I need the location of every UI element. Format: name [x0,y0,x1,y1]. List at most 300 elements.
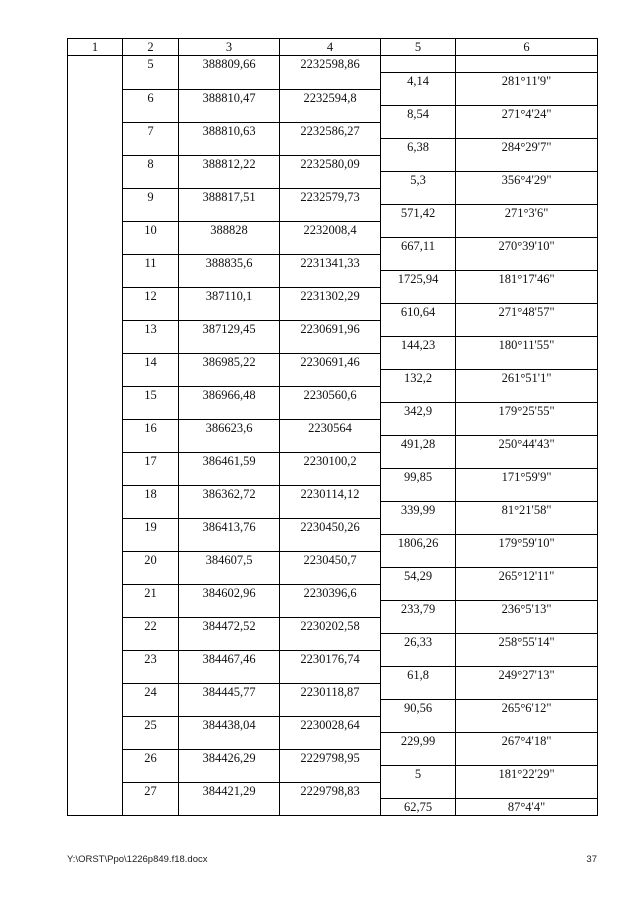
empty-cell [68,749,123,766]
empty-cell [123,535,179,552]
empty-cell [456,518,598,535]
empty-cell [280,139,381,156]
empty-cell [179,733,280,750]
direction-angle: 284°29'7" [456,139,598,156]
point-row [68,221,598,238]
empty-cell [456,452,598,469]
empty-cell [280,403,381,420]
empty-cell [68,766,123,783]
empty-cell [179,700,280,717]
segment-length: 99,85 [381,469,456,486]
direction-angle: 265°6'12" [456,700,598,717]
empty-cell [123,502,179,519]
coordinate-y: 2230450,26 [280,518,381,535]
direction-angle: 81°21'58" [456,502,598,519]
empty-cell [68,436,123,453]
empty-cell [179,634,280,651]
coordinate-x: 386362,72 [179,485,280,502]
empty-cell [456,89,598,106]
empty-cell [381,353,456,370]
empty-cell [68,320,123,337]
point-number: 12 [123,287,179,304]
empty-cell [456,782,598,799]
coordinate-y: 2230560,6 [280,386,381,403]
coordinate-y: 2232594,8 [280,89,381,106]
direction-angle: 265°12'11" [456,568,598,585]
coordinate-x: 386413,76 [179,518,280,535]
empty-cell [68,716,123,733]
empty-cell [280,469,381,486]
empty-cell [381,551,456,568]
coordinate-y: 2230100,2 [280,452,381,469]
segment-length: 491,28 [381,436,456,453]
table-header-row [68,39,598,56]
empty-cell [68,172,123,189]
footer-page-number: 37 [586,854,597,865]
empty-cell [179,370,280,387]
coordinate-x: 384472,52 [179,617,280,634]
direction-angle: 261°51'1" [456,370,598,387]
empty-cell [68,139,123,156]
point-number: 6 [123,89,179,106]
empty-cell [179,436,280,453]
empty-cell [68,337,123,354]
point-number: 26 [123,749,179,766]
direction-angle: 171°59'9" [456,469,598,486]
segment-length: 1806,26 [381,535,456,552]
column-header-1: 1 [68,39,123,56]
segment-length: 61,8 [381,667,456,684]
coordinate-x: 388810,47 [179,89,280,106]
point-number: 23 [123,650,179,667]
empty-cell [280,766,381,783]
empty-cell [68,634,123,651]
empty-cell [456,584,598,601]
segment-length: 5,3 [381,172,456,189]
point-number: 22 [123,617,179,634]
empty-cell [381,584,456,601]
empty-cell [68,56,123,73]
coordinate-x: 384426,29 [179,749,280,766]
empty-cell [123,337,179,354]
empty-cell [381,716,456,733]
coordinate-y: 2230202,58 [280,617,381,634]
empty-cell [68,683,123,700]
empty-cell [123,139,179,156]
empty-cell [381,617,456,634]
segment-length: 5 [381,766,456,783]
coordinate-y: 2230564 [280,419,381,436]
empty-cell [68,568,123,585]
empty-cell [179,271,280,288]
coordinate-x: 386623,6 [179,419,280,436]
segment-length: 233,79 [381,601,456,618]
segment-row [68,205,598,222]
empty-cell [179,106,280,123]
coordinate-y: 2230691,96 [280,320,381,337]
empty-cell [381,650,456,667]
empty-cell [123,667,179,684]
point-row [68,320,598,337]
empty-cell [123,403,179,420]
point-number: 14 [123,353,179,370]
coordinate-x: 386461,59 [179,452,280,469]
segment-row [68,502,598,519]
empty-cell [456,749,598,766]
empty-cell [381,518,456,535]
point-number: 8 [123,155,179,172]
empty-cell [179,766,280,783]
empty-cell [280,502,381,519]
empty-cell [280,271,381,288]
empty-cell [381,254,456,271]
empty-cell [280,733,381,750]
empty-cell [68,155,123,172]
segment-row [68,700,598,717]
point-row [68,452,598,469]
point-row [68,56,598,73]
empty-cell [381,320,456,337]
segment-row [68,469,598,486]
segment-length: 342,9 [381,403,456,420]
direction-angle: 181°22'29" [456,766,598,783]
segment-row [68,667,598,684]
segment-row [68,766,598,783]
empty-cell [179,667,280,684]
empty-cell [381,782,456,799]
empty-cell [456,617,598,634]
coordinate-y: 2230396,6 [280,584,381,601]
segment-row [68,106,598,123]
empty-cell [179,568,280,585]
column-header-2: 2 [123,39,179,56]
segment-length: 6,38 [381,139,456,156]
empty-cell [68,271,123,288]
empty-cell [280,205,381,222]
column-header-5: 5 [381,39,456,56]
direction-angle: 267°4'18" [456,733,598,750]
empty-cell [123,436,179,453]
coordinate-y: 2230450,7 [280,551,381,568]
empty-cell [68,502,123,519]
empty-cell [123,370,179,387]
segment-row [68,337,598,354]
empty-cell [68,254,123,271]
segment-row [68,304,598,321]
empty-cell [280,172,381,189]
empty-cell [68,667,123,684]
empty-cell [68,205,123,222]
empty-cell [179,535,280,552]
coordinate-y: 2230118,87 [280,683,381,700]
point-row [68,254,598,271]
point-row [68,650,598,667]
point-number: 5 [123,56,179,73]
empty-cell [68,584,123,601]
empty-cell [179,469,280,486]
empty-cell [179,139,280,156]
direction-angle: 249°27'13" [456,667,598,684]
empty-cell [179,502,280,519]
empty-cell [68,353,123,370]
segment-length: 90,56 [381,700,456,717]
empty-cell [280,700,381,717]
point-number: 10 [123,221,179,238]
point-number: 15 [123,386,179,403]
direction-angle: 271°3'6" [456,205,598,222]
coordinate-y: 2230691,46 [280,353,381,370]
segment-length: 26,33 [381,634,456,651]
empty-cell [280,634,381,651]
empty-cell [456,419,598,436]
direction-angle: 271°4'24" [456,106,598,123]
coordinate-x: 388835,6 [179,254,280,271]
empty-cell [68,799,123,816]
coordinate-x: 386985,22 [179,353,280,370]
empty-cell [68,452,123,469]
empty-cell [381,221,456,238]
point-number: 19 [123,518,179,535]
coordinate-y: 2232008,4 [280,221,381,238]
segment-length: 667,11 [381,238,456,255]
empty-cell [381,419,456,436]
point-number: 16 [123,419,179,436]
empty-cell [68,485,123,502]
empty-cell [68,238,123,255]
empty-cell [456,683,598,700]
point-row [68,551,598,568]
point-number: 24 [123,683,179,700]
empty-cell [381,386,456,403]
point-row [68,782,598,799]
coordinate-x: 387110,1 [179,287,280,304]
segment-length: 144,23 [381,337,456,354]
empty-cell [381,749,456,766]
empty-cell [456,485,598,502]
column-header-4: 4 [280,39,381,56]
empty-cell [68,89,123,106]
segment-length: 339,99 [381,502,456,519]
empty-cell [456,155,598,172]
empty-cell [280,799,381,816]
segment-row [68,73,598,90]
point-number: 13 [123,320,179,337]
empty-cell [123,172,179,189]
empty-cell [179,172,280,189]
empty-cell [280,73,381,90]
empty-cell [381,287,456,304]
coordinate-x: 388809,66 [179,56,280,73]
segment-length: 610,64 [381,304,456,321]
empty-cell [280,106,381,123]
empty-cell [456,386,598,403]
empty-cell [68,106,123,123]
direction-angle: 250°44'43" [456,436,598,453]
segment-row [68,601,598,618]
coordinate-x: 388817,51 [179,188,280,205]
empty-cell [179,73,280,90]
point-row [68,584,598,601]
empty-cell [381,122,456,139]
segment-row [68,403,598,420]
segment-row [68,139,598,156]
coordinate-y: 2232586,27 [280,122,381,139]
segment-row [68,271,598,288]
empty-cell [280,436,381,453]
direction-angle: 258°55'14" [456,634,598,651]
segment-length: 54,29 [381,568,456,585]
direction-angle: 179°59'10" [456,535,598,552]
empty-cell [456,287,598,304]
segment-length: 571,42 [381,205,456,222]
point-row [68,485,598,502]
empty-cell [68,403,123,420]
empty-cell [123,766,179,783]
empty-cell [456,56,598,73]
empty-cell [179,799,280,816]
coordinate-y: 2231341,33 [280,254,381,271]
empty-cell [381,188,456,205]
empty-cell [381,485,456,502]
segment-row [68,634,598,651]
point-number: 21 [123,584,179,601]
point-row [68,287,598,304]
empty-cell [123,271,179,288]
empty-cell [123,106,179,123]
coordinate-y: 2230114,12 [280,485,381,502]
point-row [68,353,598,370]
coordinates-table [67,38,598,816]
segment-length: 4,14 [381,73,456,90]
empty-cell [68,617,123,634]
empty-cell [280,568,381,585]
direction-angle: 236°5'13" [456,601,598,618]
coordinate-x: 384445,77 [179,683,280,700]
empty-cell [381,155,456,172]
point-row [68,716,598,733]
empty-cell [456,221,598,238]
point-row [68,155,598,172]
empty-cell [123,205,179,222]
empty-cell [68,700,123,717]
empty-cell [68,733,123,750]
direction-angle: 87°4'4" [456,799,598,816]
coordinate-y: 2232598,86 [280,56,381,73]
segment-row [68,568,598,585]
coordinate-y: 2232579,73 [280,188,381,205]
empty-cell [456,254,598,271]
point-number: 9 [123,188,179,205]
footer-file-path: Y:\ORST\Ppo\1226p849.f18.docx [67,854,208,865]
coordinate-x: 386966,48 [179,386,280,403]
empty-cell [68,188,123,205]
segment-row [68,238,598,255]
segment-length: 62,75 [381,799,456,816]
empty-cell [68,601,123,618]
segment-row [68,799,598,816]
empty-cell [179,403,280,420]
empty-cell [68,535,123,552]
table-body [68,56,598,816]
empty-cell [280,601,381,618]
empty-cell [456,551,598,568]
empty-cell [280,667,381,684]
direction-angle: 271°48'57" [456,304,598,321]
empty-cell [68,650,123,667]
coordinate-y: 2229798,95 [280,749,381,766]
segment-length: 132,2 [381,370,456,387]
direction-angle: 281°11'9" [456,73,598,90]
point-row [68,188,598,205]
segment-row [68,535,598,552]
point-row [68,749,598,766]
empty-cell [280,535,381,552]
point-number: 25 [123,716,179,733]
empty-cell [456,716,598,733]
empty-cell [280,238,381,255]
empty-cell [381,89,456,106]
coordinate-x: 384607,5 [179,551,280,568]
empty-cell [381,683,456,700]
empty-cell [68,370,123,387]
empty-cell [123,700,179,717]
empty-cell [179,337,280,354]
empty-cell [280,370,381,387]
empty-cell [381,56,456,73]
segment-row [68,733,598,750]
point-number: 18 [123,485,179,502]
empty-cell [68,419,123,436]
column-header-3: 3 [179,39,280,56]
empty-cell [68,304,123,321]
empty-cell [179,601,280,618]
coordinate-y: 2230176,74 [280,650,381,667]
segment-row [68,436,598,453]
empty-cell [68,122,123,139]
empty-cell [123,568,179,585]
point-number: 7 [123,122,179,139]
empty-cell [68,469,123,486]
column-header-6: 6 [456,39,598,56]
empty-cell [68,287,123,304]
coordinate-y: 2232580,09 [280,155,381,172]
coordinate-x: 387129,45 [179,320,280,337]
coordinate-x: 384421,29 [179,782,280,799]
empty-cell [179,238,280,255]
empty-cell [68,551,123,568]
empty-cell [456,122,598,139]
empty-cell [68,518,123,535]
segment-length: 1725,94 [381,271,456,288]
direction-angle: 179°25'55" [456,403,598,420]
point-number: 27 [123,782,179,799]
empty-cell [280,304,381,321]
empty-cell [123,799,179,816]
empty-cell [123,73,179,90]
segment-length: 8,54 [381,106,456,123]
empty-cell [123,304,179,321]
empty-cell [68,386,123,403]
empty-cell [456,320,598,337]
point-row [68,518,598,535]
empty-cell [179,205,280,222]
empty-cell [456,188,598,205]
coordinate-y: 2230028,64 [280,716,381,733]
point-row [68,89,598,106]
coordinate-x: 388812,22 [179,155,280,172]
direction-angle: 180°11'55" [456,337,598,354]
empty-cell [68,782,123,799]
